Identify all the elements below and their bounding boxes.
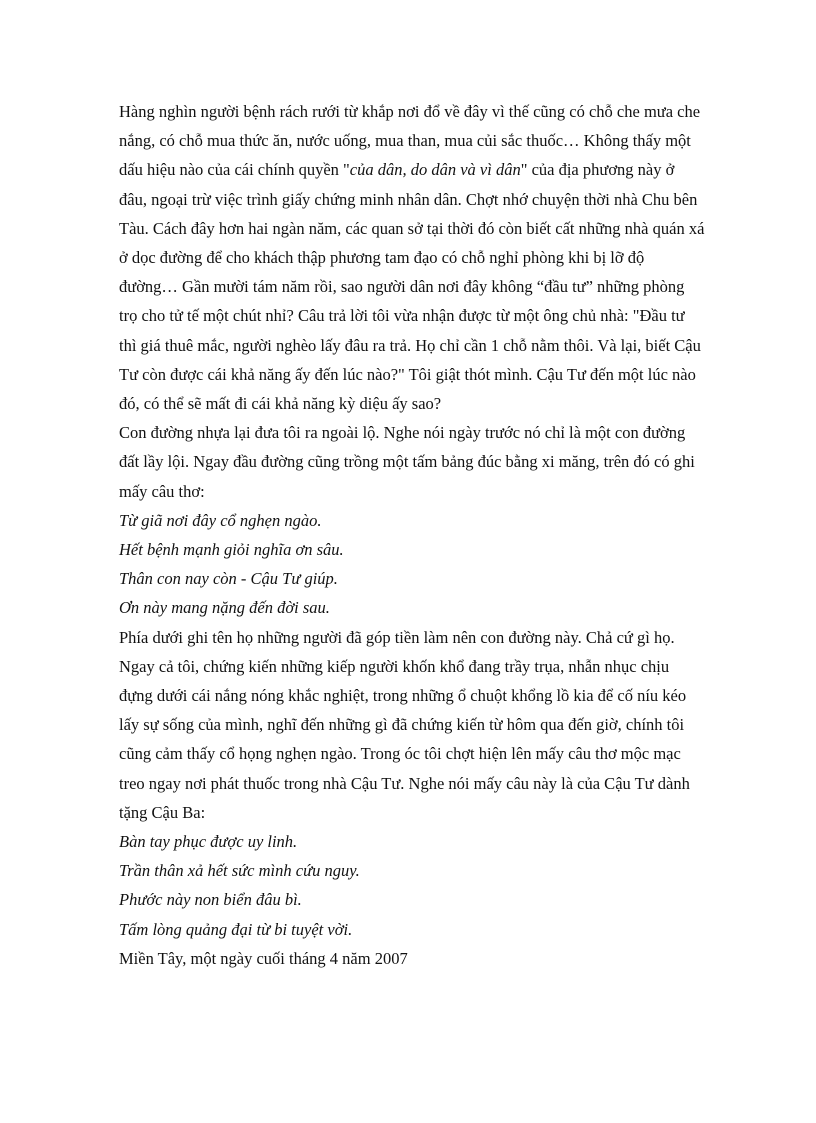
paragraph-1 bbox=[119, 97, 705, 418]
paragraph-1-text: Hàng nghìn người bệnh rách rưới từ khắp nơi đổ về đây vì thế cũng có chỗ che mưa che nắng, có chỗ mua thức ăn, nước uống, mua than, mua củi sắc thuốc… Không thấy một dấu hiệu nào của cái chính quyền " bbox=[119, 102, 701, 180]
paragraph-1-text-continued: " của địa phương này ở đâu, ngoại trừ việc trình giấy chứng minh nhân dân. Chợt nhớ chuyện thời nhà Chu bên Tàu. Cách đây hơn hai ngàn năm, các quan sở tại thời đó còn biết cất những nhà quán xá ở dọc đường để cho khách thập phương tam đạo có chỗ nghỉ phòng khi bị lỡ độ đường… Gần mười tám năm rồi, sao người dân nơi đây không “đầu tư” những phòng trọ cho tử tế một chút nhỉ? Câu trả lời tôi vừa nhận được từ một ông chủ nhà: "Đầu tư thì giá thuê mắc, người nghèo lấy đâu ra trả. Họ chỉ cần 1 chỗ nằm thôi. Và lại, biết Cậu Tư còn được cái khả năng ấy đến lúc nào?" Tôi giật thót mình. Cậu Tư đến một lúc nào đó, có thể sẽ mất đi cái khả năng kỳ diệu ấy sao? bbox=[119, 160, 705, 414]
poem-2-line: Bàn tay phục được uy linh. bbox=[119, 832, 298, 852]
paragraph-3: Phía dưới ghi tên họ những người đã góp tiền làm nên con đường này. Chả cứ gì họ. Ngay cả tôi, chứng kiến những kiếp người khốn khổ đang trầy trụa, nhẫn nhục chịu đựng dưới cái nắng nóng khắc nghiệt, trong những ổ chuột khổng lồ kia để cố níu kéo lấy sự sống của mình, nghĩ đến những gì đã chứng kiến từ hôm qua đến giờ, chính tôi cũng cảm thấy cổ họng nghẹn ngào. Trong óc tôi chợt hiện lên mấy câu thơ mộc mạc treo ngay nơi phát thuốc trong nhà Cậu Tư. Nghe nói mấy câu này là của Cậu Tư dành tặng Cậu Ba: bbox=[119, 627, 690, 822]
poem-2-line: Phước này non biển đâu bì. bbox=[119, 890, 302, 910]
poem-1-line: Hết bệnh mạnh giỏi nghĩa ơn sâu. bbox=[119, 540, 344, 560]
poem-2 bbox=[119, 827, 705, 944]
document-body bbox=[119, 97, 705, 973]
paragraph-1-italic-quote: của dân, do dân và vì dân bbox=[349, 160, 521, 180]
poem-2-line: Tấm lòng quảng đại từ bi tuyệt vời. bbox=[119, 919, 353, 939]
poem-2-line: Trần thân xả hết sức mình cứu nguy. bbox=[119, 861, 360, 881]
poem-1-line: Ơn này mang nặng đến đời sau. bbox=[119, 598, 330, 618]
paragraph-2: Con đường nhựa lại đưa tôi ra ngoài lộ. Nghe nói ngày trước nó chỉ là một con đường đất lầy lội. Ngay đầu đường cũng trồng một tấm bảng đúc bằng xi măng, trên đó có ghi mấy câu thơ: bbox=[119, 423, 695, 501]
poem-1-line: Từ giã nơi đây cổ nghẹn ngào. bbox=[119, 510, 322, 530]
poem-1 bbox=[119, 506, 705, 623]
poem-1-line: Thân con nay còn - Cậu Tư giúp. bbox=[119, 569, 338, 589]
signoff-dateline: Miền Tây, một ngày cuối tháng 4 năm 2007 bbox=[119, 948, 408, 968]
